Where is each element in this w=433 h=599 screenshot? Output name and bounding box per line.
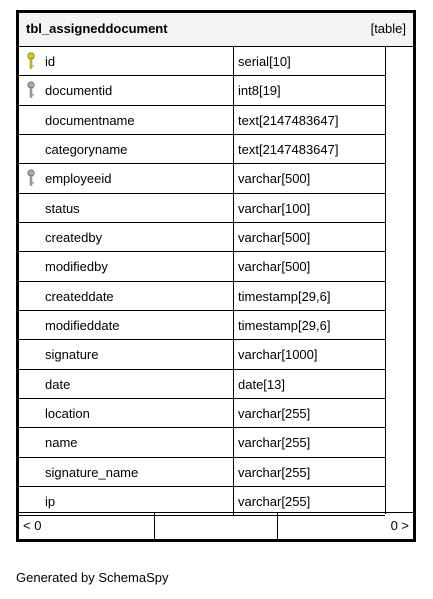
column-name: ip [45, 493, 56, 509]
column-type: varchar[500] [238, 171, 311, 187]
table-kind: [table] [370, 21, 406, 36]
column-name: modifieddate [45, 317, 120, 333]
column-type: varchar[255] [238, 435, 311, 451]
column-type: timestamp[29,6] [238, 317, 331, 333]
column-name: createdby [45, 229, 103, 245]
column-row [19, 194, 385, 223]
column-type: varchar[255] [238, 464, 311, 480]
column-type: timestamp[29,6] [238, 288, 331, 304]
column-name-cell [19, 47, 234, 75]
column-type: varchar[100] [238, 200, 311, 216]
column-name: documentid [45, 83, 113, 99]
column-name-cell [19, 76, 234, 104]
column-row [19, 135, 385, 164]
column-name: categoryname [45, 141, 128, 157]
column-name: location [45, 405, 90, 421]
column-row [19, 76, 385, 105]
column-row [19, 223, 385, 252]
column-name-cell [19, 106, 234, 134]
column-name-cell [19, 340, 234, 368]
column-row [19, 428, 385, 457]
column-row [19, 340, 385, 369]
foreign-key-icon [26, 81, 36, 99]
column-name-cell [19, 164, 234, 192]
column-name-cell [19, 458, 234, 486]
column-list [19, 47, 385, 516]
primary-key-icon [26, 52, 36, 70]
children-count: 0 > [390, 518, 409, 533]
column-name-cell [19, 399, 234, 427]
table-name: tbl_assigneddocument [26, 21, 168, 36]
column-name-cell [19, 487, 234, 515]
column-row [19, 370, 385, 399]
column-name-cell [19, 370, 234, 398]
column-type: varchar[500] [238, 229, 311, 245]
column-row [19, 458, 385, 487]
column-name-cell [19, 311, 234, 339]
column-name-cell [19, 135, 234, 163]
column-row [19, 311, 385, 340]
column-row [19, 47, 385, 76]
column-type: varchar[500] [238, 259, 311, 275]
column-name-cell [19, 223, 234, 251]
column-name: createddate [45, 288, 114, 304]
column-row [19, 282, 385, 311]
column-name: date [45, 376, 71, 392]
parents-count: < 0 [23, 518, 42, 533]
column-name-cell [19, 252, 234, 280]
column-type: varchar[1000] [238, 347, 318, 363]
column-name: signature_name [45, 464, 139, 480]
column-row [19, 106, 385, 135]
column-name: modifiedby [45, 259, 108, 275]
column-type: serial[10] [238, 54, 291, 69]
column-type: text[2147483647] [238, 112, 339, 128]
column-row [19, 399, 385, 428]
generated-by: Generated by SchemaSpy [16, 570, 169, 585]
column-type: text[2147483647] [238, 141, 339, 157]
column-name: employeeid [45, 171, 112, 187]
table-footer [19, 512, 413, 539]
column-name: documentname [45, 112, 135, 128]
column-name-cell [19, 194, 234, 222]
column-row [19, 164, 385, 193]
column-name: id [45, 54, 56, 69]
table-header [19, 13, 413, 47]
column-type: int8[19] [238, 83, 281, 99]
column-name: status [45, 200, 80, 216]
column-type: varchar[255] [238, 493, 311, 509]
footer-spacer [155, 513, 278, 539]
column-name-cell [19, 282, 234, 310]
column-type: date[13] [238, 376, 285, 392]
column-name: name [45, 435, 78, 451]
parents-count-cell [19, 513, 155, 539]
column-name: signature [45, 347, 99, 363]
foreign-key-icon [26, 169, 36, 187]
table-node [16, 10, 416, 542]
children-count-cell [278, 513, 413, 539]
column-name-cell [19, 428, 234, 456]
column-divider [385, 47, 386, 514]
column-type: varchar[255] [238, 405, 311, 421]
column-row [19, 252, 385, 281]
